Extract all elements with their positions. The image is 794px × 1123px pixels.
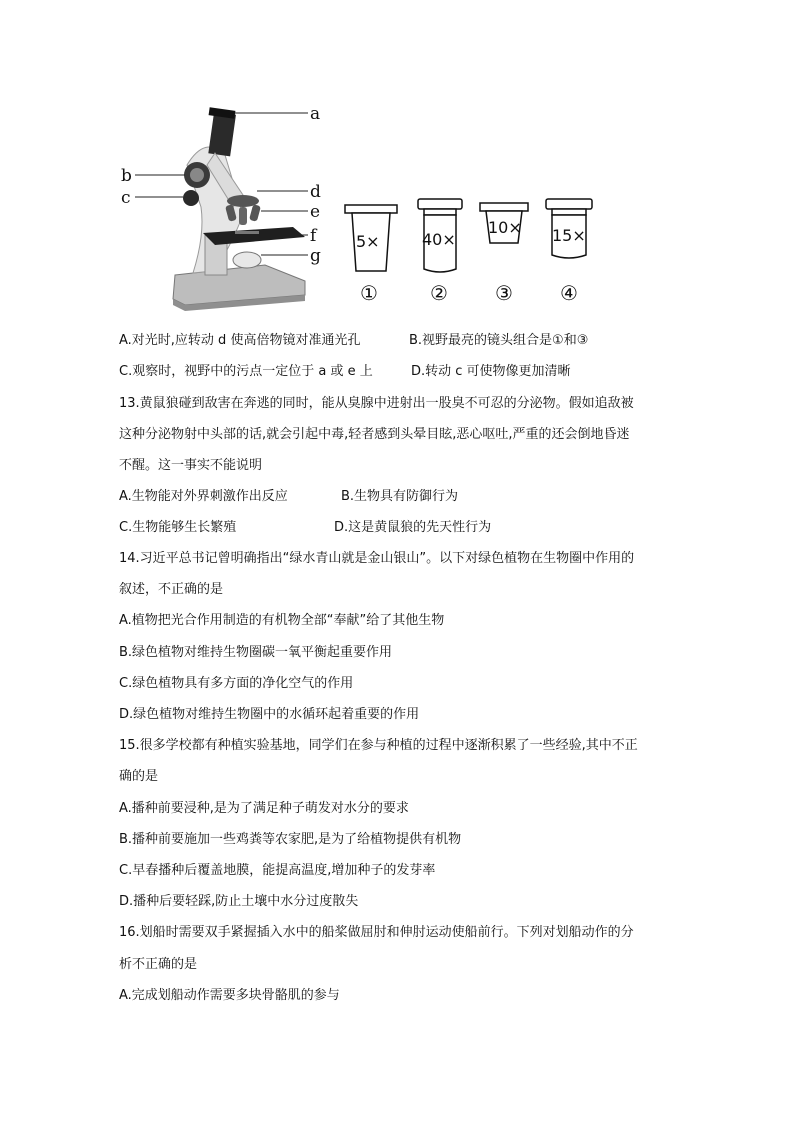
q15-option-a: A.播种前要浸种,是为了满足种子萌发对水分的要求 bbox=[119, 801, 409, 816]
lens-2 bbox=[418, 199, 462, 305]
lens-2-mag: 40× bbox=[422, 230, 456, 249]
q15-stem-line2: 确的是 bbox=[119, 769, 159, 784]
q13-option-b: B.生物具有防御行为 bbox=[341, 489, 459, 504]
figure bbox=[115, 95, 595, 317]
label-a: a bbox=[310, 104, 321, 124]
q15-option-b: B.播种前要施加一些鸡粪等农家肥,是为了给植物提供有机物 bbox=[119, 832, 462, 847]
q15-option-d: D.播种后要轻踩,防止土壤中水分过度散失 bbox=[119, 894, 359, 909]
label-e: e bbox=[310, 202, 321, 222]
q12-option-c: C.观察时，视野中的污点一定位于 a 或 e 上 bbox=[119, 364, 373, 379]
label-g: g bbox=[310, 246, 321, 266]
lenses-diagram bbox=[340, 95, 595, 317]
q16-stem-line1: 16.划船时需要双手紧握插入水中的船桨做屈肘和伸肘运动使船前行。下列对划船动作的分 bbox=[119, 925, 634, 940]
q16-stem-line2: 析不正确的是 bbox=[119, 957, 198, 972]
label-f: f bbox=[310, 226, 317, 246]
lens-1 bbox=[345, 205, 397, 305]
q14-stem-line2: 叙述，不正确的是 bbox=[119, 582, 224, 597]
label-d: d bbox=[310, 182, 321, 202]
lens-1-number: ① bbox=[360, 281, 378, 305]
lens-3 bbox=[480, 203, 528, 305]
lens-3-number: ③ bbox=[495, 281, 513, 305]
q14-stem-line1: 14.习近平总书记曾明确指出“绿水青山就是金山银山”。以下对绿色植物在生物圈中作用的 bbox=[119, 551, 635, 566]
q15-stem-line1: 15.很多学校都有种植实验基地，同学们在参与种植的过程中逐渐积累了一些经验,其中不正 bbox=[119, 738, 638, 753]
lens-4-mag: 15× bbox=[552, 226, 586, 245]
q14-option-c: C.绿色植物具有多方面的净化空气的作用 bbox=[119, 676, 354, 691]
lens-1-mag: 5× bbox=[356, 232, 380, 251]
q14-option-b: B.绿色植物对维持生物圈碳一氧平衡起重要作用 bbox=[119, 645, 393, 660]
lens-4-number: ④ bbox=[560, 281, 578, 305]
q13-option-d: D.这是黄鼠狼的先天性行为 bbox=[334, 520, 492, 535]
label-c: c bbox=[121, 188, 131, 208]
lens-2-number: ② bbox=[430, 281, 448, 305]
q12-option-b: B.视野最亮的镜头组合是①和③ bbox=[409, 333, 589, 348]
q13-option-a: A.生物能对外界刺激作出反应 bbox=[119, 489, 288, 504]
q12-option-a: A.对光时,应转动 d 使高倍物镜对准通光孔 bbox=[119, 333, 361, 348]
q13-option-c: C.生物能够生长繁殖 bbox=[119, 520, 237, 535]
microscope-diagram bbox=[115, 95, 330, 317]
q13-stem-line2: 这种分泌物射中头部的话,就会引起中毒,轻者感到头晕目眩,恶心呕吐,严重的还会倒地昏迷 bbox=[119, 427, 630, 442]
q15-option-c: C.早春播种后覆盖地膜，能提高温度,增加种子的发芽率 bbox=[119, 863, 436, 878]
lens-3-mag: 10× bbox=[488, 218, 522, 237]
label-b: b bbox=[121, 166, 132, 186]
q14-option-a: A.植物把光合作用制造的有机物全部“奉献”给了其他生物 bbox=[119, 613, 445, 628]
q12-option-d: D.转动 c 可使物像更加清晰 bbox=[411, 364, 571, 379]
q13-stem-line3: 不醒。这一事实不能说明 bbox=[119, 458, 263, 473]
q14-option-d: D.绿色植物对维持生物圈中的水循环起着重要的作用 bbox=[119, 707, 420, 722]
q16-option-a: A.完成划船动作需要多块骨骼肌的参与 bbox=[119, 988, 340, 1003]
q13-stem-line1: 13.黄鼠狼碰到敌害在奔逃的同时，能从臭腺中进射出一股臭不可忍的分泌物。假如追敌被 bbox=[119, 396, 634, 411]
lens-4 bbox=[546, 199, 592, 305]
